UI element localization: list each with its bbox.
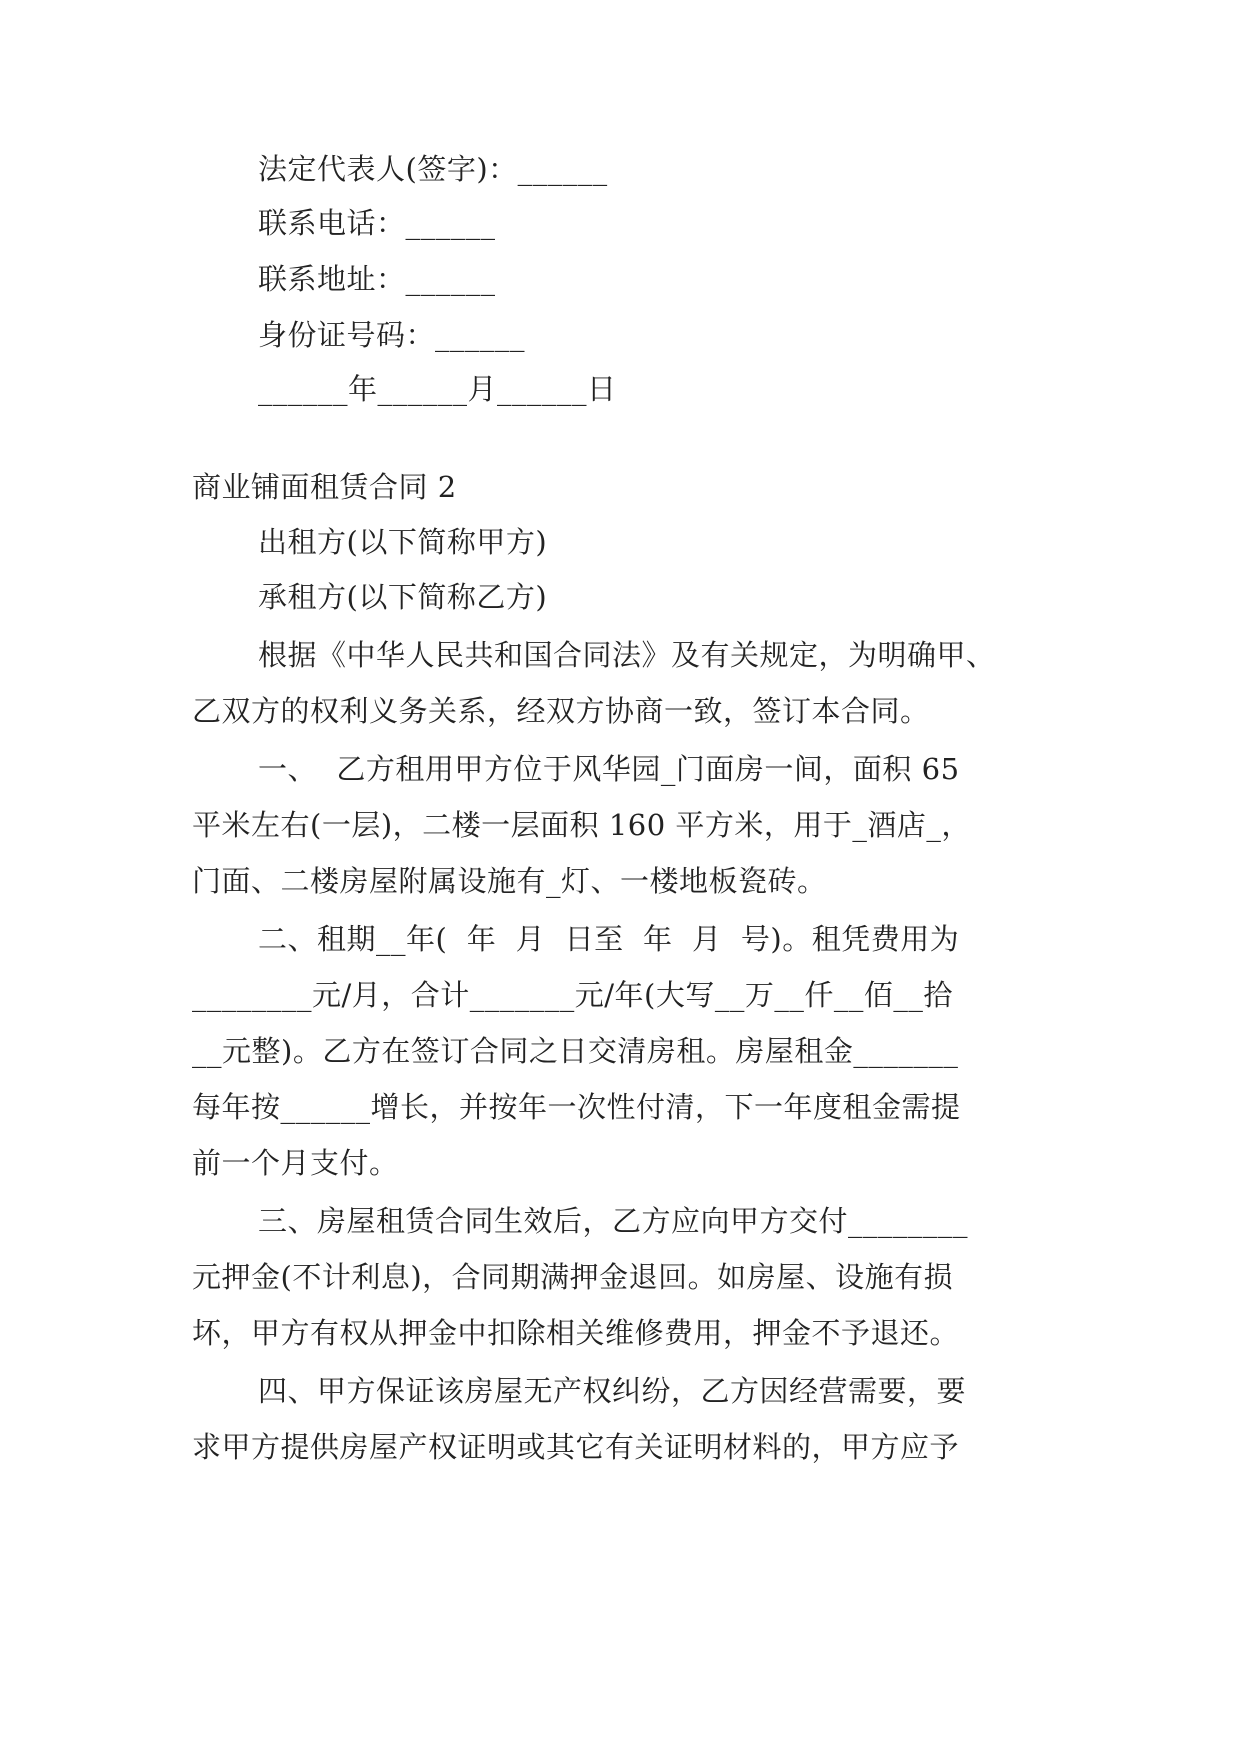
clause-1-line: 一、 乙方租用甲方位于风华园_门面房一间，面积 65 [258, 752, 960, 786]
clause-1-line: 平米左右(一层)，二楼一层面积 160 平方米，用于_酒店_， [192, 808, 971, 842]
clause-2-line: ________元/月，合计_______元/年(大写__万__仟__佰__拾 [192, 978, 953, 1012]
clause-2-line: 每年按______增长，并按年一次性付清，下一年度租金需提 [192, 1090, 961, 1124]
paragraph-line: 乙双方的权利义务关系，经双方协商一致，签订本合同。 [192, 694, 930, 728]
clause-2-line: 前一个月支付。 [192, 1146, 399, 1180]
clause-3-line: 元押金(不计利息)，合同期满押金退回。如房屋、设施有损 [192, 1260, 954, 1294]
clause-4-line: 四、甲方保证该房屋无产权纠纷，乙方因经营需要，要 [258, 1374, 967, 1408]
clause-3-line: 坏，甲方有权从押金中扣除相关维修费用，押金不予退还。 [192, 1316, 960, 1350]
legal-representative-line: 法定代表人(签字)：______ [258, 152, 608, 186]
date-line: ______年______月______日 [258, 372, 617, 406]
clause-2-line: __元整)。乙方在签订合同之日交清房租。房屋租金_______ [192, 1034, 959, 1068]
clause-3-line: 三、房屋租赁合同生效后，乙方应向甲方交付________ [258, 1204, 969, 1238]
paragraph-line: 根据《中华人民共和国合同法》及有关规定，为明确甲、 [258, 638, 996, 672]
clause-1-line: 门面、二楼房屋附属设施有_灯、一楼地板瓷砖。 [192, 864, 827, 898]
contract-title: 商业铺面租赁合同 2 [192, 470, 457, 504]
lessor-line: 出租方(以下简称甲方) [258, 525, 548, 559]
contact-phone-line: 联系电话：______ [258, 206, 496, 240]
clause-2-line: 二、租期__年( 年 月 日至 年 月 号)。租凭费用为 [258, 922, 960, 956]
contact-address-line: 联系地址：______ [258, 262, 496, 296]
id-number-line: 身份证号码：______ [258, 318, 526, 352]
clause-4-line: 求甲方提供房屋产权证明或其它有关证明材料的，甲方应予 [192, 1430, 960, 1464]
lessee-line: 承租方(以下简称乙方) [258, 580, 548, 614]
